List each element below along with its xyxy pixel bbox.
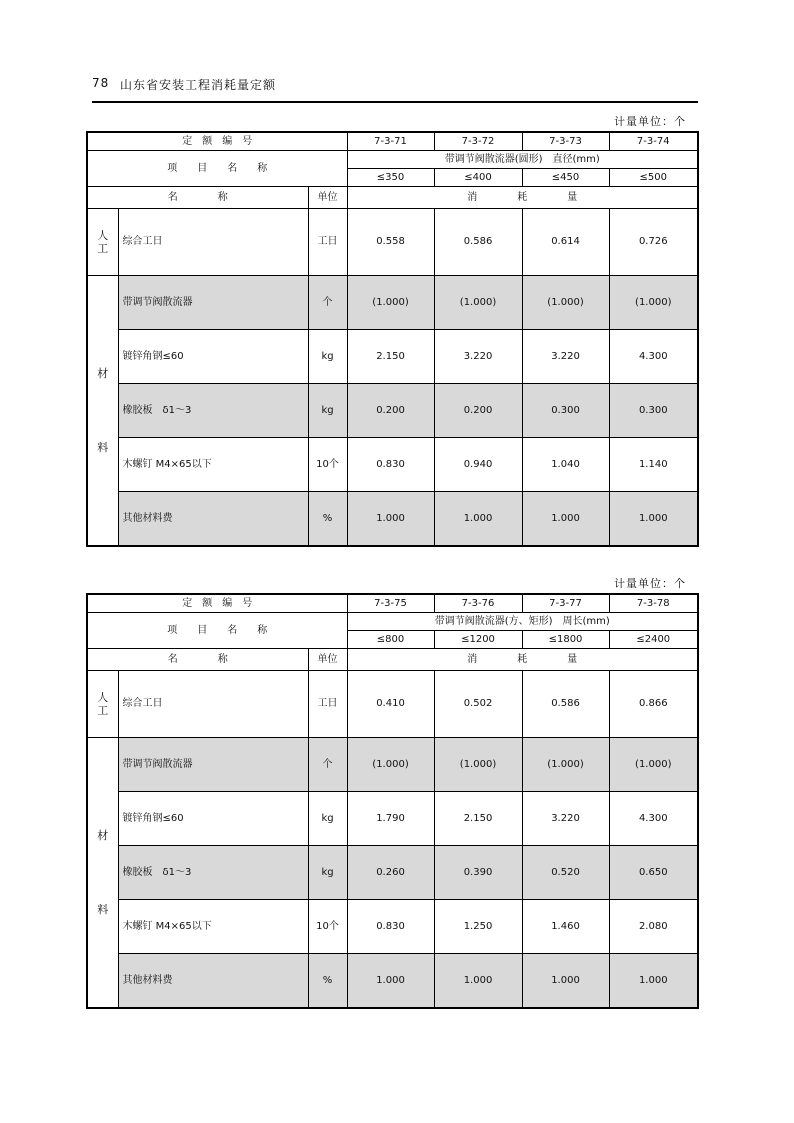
material-unit: kg bbox=[308, 846, 347, 900]
size-cell: ≤350 bbox=[347, 169, 434, 187]
material-name: 橡胶板 δ1～3 bbox=[118, 846, 308, 900]
material-name: 木螺钉 M4×65以下 bbox=[118, 438, 308, 492]
value-cell: 0.502 bbox=[434, 671, 522, 738]
col-consumption-header: 消 耗 量 bbox=[347, 649, 698, 671]
value-cell: (1.000) bbox=[434, 276, 522, 330]
value-cell: 3.220 bbox=[434, 330, 522, 384]
value-cell: (1.000) bbox=[347, 276, 434, 330]
value-cell: 1.460 bbox=[522, 900, 609, 954]
col-unit-header: 单位 bbox=[308, 187, 347, 209]
labor-name: 综合工日 bbox=[118, 209, 308, 276]
value-cell: 0.830 bbox=[347, 438, 434, 492]
category-char: 人 bbox=[97, 228, 109, 242]
category-char: 工 bbox=[97, 242, 109, 255]
material-name: 其他材料费 bbox=[118, 492, 308, 547]
material-category bbox=[87, 738, 118, 1009]
value-cell: 2.150 bbox=[434, 792, 522, 846]
value-cell: 1.790 bbox=[347, 792, 434, 846]
material-name: 带调节阀散流器 bbox=[118, 738, 308, 792]
item-name-label: 项 目 名 称 bbox=[87, 613, 347, 649]
value-cell: 0.520 bbox=[522, 846, 609, 900]
quota-code: 7-3-77 bbox=[522, 594, 609, 613]
item-title: 带调节阀散流器(圆形) 直径(mm) bbox=[347, 151, 698, 169]
labor-category bbox=[87, 209, 118, 276]
value-cell: 1.000 bbox=[434, 492, 522, 547]
material-name: 带调节阀散流器 bbox=[118, 276, 308, 330]
value-cell: 0.650 bbox=[609, 846, 698, 900]
material-unit: kg bbox=[308, 330, 347, 384]
book-title: 山东省安装工程消耗量定额 bbox=[120, 78, 277, 92]
unit-note: 计量单位：个 bbox=[614, 115, 686, 128]
value-cell: 0.300 bbox=[522, 384, 609, 438]
category-char: 料 bbox=[97, 902, 109, 916]
material-unit: % bbox=[308, 492, 347, 547]
value-cell: 1.000 bbox=[609, 954, 698, 1009]
col-name-header: 名 称 bbox=[87, 649, 308, 671]
quota-code: 7-3-74 bbox=[609, 132, 698, 151]
material-category bbox=[87, 276, 118, 547]
value-cell: 3.220 bbox=[522, 330, 609, 384]
quota-code: 7-3-75 bbox=[347, 594, 434, 613]
labor-category bbox=[87, 671, 118, 738]
category-char: 材 bbox=[97, 367, 109, 381]
col-consumption-header: 消 耗 量 bbox=[347, 187, 698, 209]
value-cell: 0.586 bbox=[522, 671, 609, 738]
value-cell: 0.390 bbox=[434, 846, 522, 900]
material-unit: 个 bbox=[308, 738, 347, 792]
material-unit: 10个 bbox=[308, 438, 347, 492]
value-cell: 0.586 bbox=[434, 209, 522, 276]
size-cell: ≤500 bbox=[609, 169, 698, 187]
material-name: 橡胶板 δ1～3 bbox=[118, 384, 308, 438]
size-cell: ≤1800 bbox=[522, 631, 609, 649]
value-cell: 0.300 bbox=[609, 384, 698, 438]
value-cell: 1.000 bbox=[609, 492, 698, 547]
value-cell: 1.000 bbox=[347, 954, 434, 1009]
col-name-header: 名 称 bbox=[87, 187, 308, 209]
item-name-label: 项 目 名 称 bbox=[87, 151, 347, 187]
material-unit: 10个 bbox=[308, 900, 347, 954]
material-unit: kg bbox=[308, 384, 347, 438]
value-cell: 0.940 bbox=[434, 438, 522, 492]
quota-code: 7-3-78 bbox=[609, 594, 698, 613]
quota-code: 7-3-72 bbox=[434, 132, 522, 151]
size-cell: ≤2400 bbox=[609, 631, 698, 649]
value-cell: (1.000) bbox=[522, 738, 609, 792]
size-cell: ≤400 bbox=[434, 169, 522, 187]
page-number: 78 bbox=[92, 76, 110, 90]
labor-name: 综合工日 bbox=[118, 671, 308, 738]
quota-code: 7-3-76 bbox=[434, 594, 522, 613]
value-cell: 4.300 bbox=[609, 792, 698, 846]
category-char: 人 bbox=[97, 690, 109, 704]
value-cell: 0.200 bbox=[347, 384, 434, 438]
value-cell: (1.000) bbox=[609, 276, 698, 330]
quota-code: 7-3-73 bbox=[522, 132, 609, 151]
material-unit: % bbox=[308, 954, 347, 1009]
material-name: 木螺钉 M4×65以下 bbox=[118, 900, 308, 954]
unit-note: 计量单位：个 bbox=[614, 577, 686, 590]
item-title: 带调节阀散流器(方、矩形) 周长(mm) bbox=[347, 613, 698, 631]
value-cell: 0.614 bbox=[522, 209, 609, 276]
value-cell: 1.000 bbox=[522, 492, 609, 547]
value-cell: (1.000) bbox=[347, 738, 434, 792]
value-cell: 0.726 bbox=[609, 209, 698, 276]
value-cell: 2.080 bbox=[609, 900, 698, 954]
value-cell: (1.000) bbox=[609, 738, 698, 792]
quota-table bbox=[86, 131, 699, 547]
material-unit: kg bbox=[308, 792, 347, 846]
value-cell: 1.000 bbox=[347, 492, 434, 547]
material-name: 镀锌角钢≤60 bbox=[118, 792, 308, 846]
value-cell: 0.260 bbox=[347, 846, 434, 900]
size-cell: ≤1200 bbox=[434, 631, 522, 649]
category-char: 料 bbox=[97, 440, 109, 454]
quota-table bbox=[86, 593, 699, 1009]
value-cell: (1.000) bbox=[434, 738, 522, 792]
labor-unit: 工日 bbox=[308, 671, 347, 738]
value-cell: 1.140 bbox=[609, 438, 698, 492]
value-cell: (1.000) bbox=[522, 276, 609, 330]
page-header bbox=[92, 74, 698, 103]
value-cell: 0.410 bbox=[347, 671, 434, 738]
value-cell: 0.558 bbox=[347, 209, 434, 276]
quota-code: 7-3-71 bbox=[347, 132, 434, 151]
value-cell: 4.300 bbox=[609, 330, 698, 384]
value-cell: 1.040 bbox=[522, 438, 609, 492]
material-unit: 个 bbox=[308, 276, 347, 330]
quota-no-label: 定 额 编 号 bbox=[87, 594, 347, 613]
col-unit-header: 单位 bbox=[308, 649, 347, 671]
category-char: 工 bbox=[97, 704, 109, 717]
value-cell: 0.866 bbox=[609, 671, 698, 738]
value-cell: 0.200 bbox=[434, 384, 522, 438]
size-cell: ≤450 bbox=[522, 169, 609, 187]
value-cell: 0.830 bbox=[347, 900, 434, 954]
labor-unit: 工日 bbox=[308, 209, 347, 276]
material-name: 镀锌角钢≤60 bbox=[118, 330, 308, 384]
material-name: 其他材料费 bbox=[118, 954, 308, 1009]
value-cell: 1.000 bbox=[522, 954, 609, 1009]
value-cell: 2.150 bbox=[347, 330, 434, 384]
value-cell: 1.250 bbox=[434, 900, 522, 954]
value-cell: 1.000 bbox=[434, 954, 522, 1009]
value-cell: 3.220 bbox=[522, 792, 609, 846]
category-char: 材 bbox=[97, 829, 109, 843]
quota-no-label: 定 额 编 号 bbox=[87, 132, 347, 151]
size-cell: ≤800 bbox=[347, 631, 434, 649]
